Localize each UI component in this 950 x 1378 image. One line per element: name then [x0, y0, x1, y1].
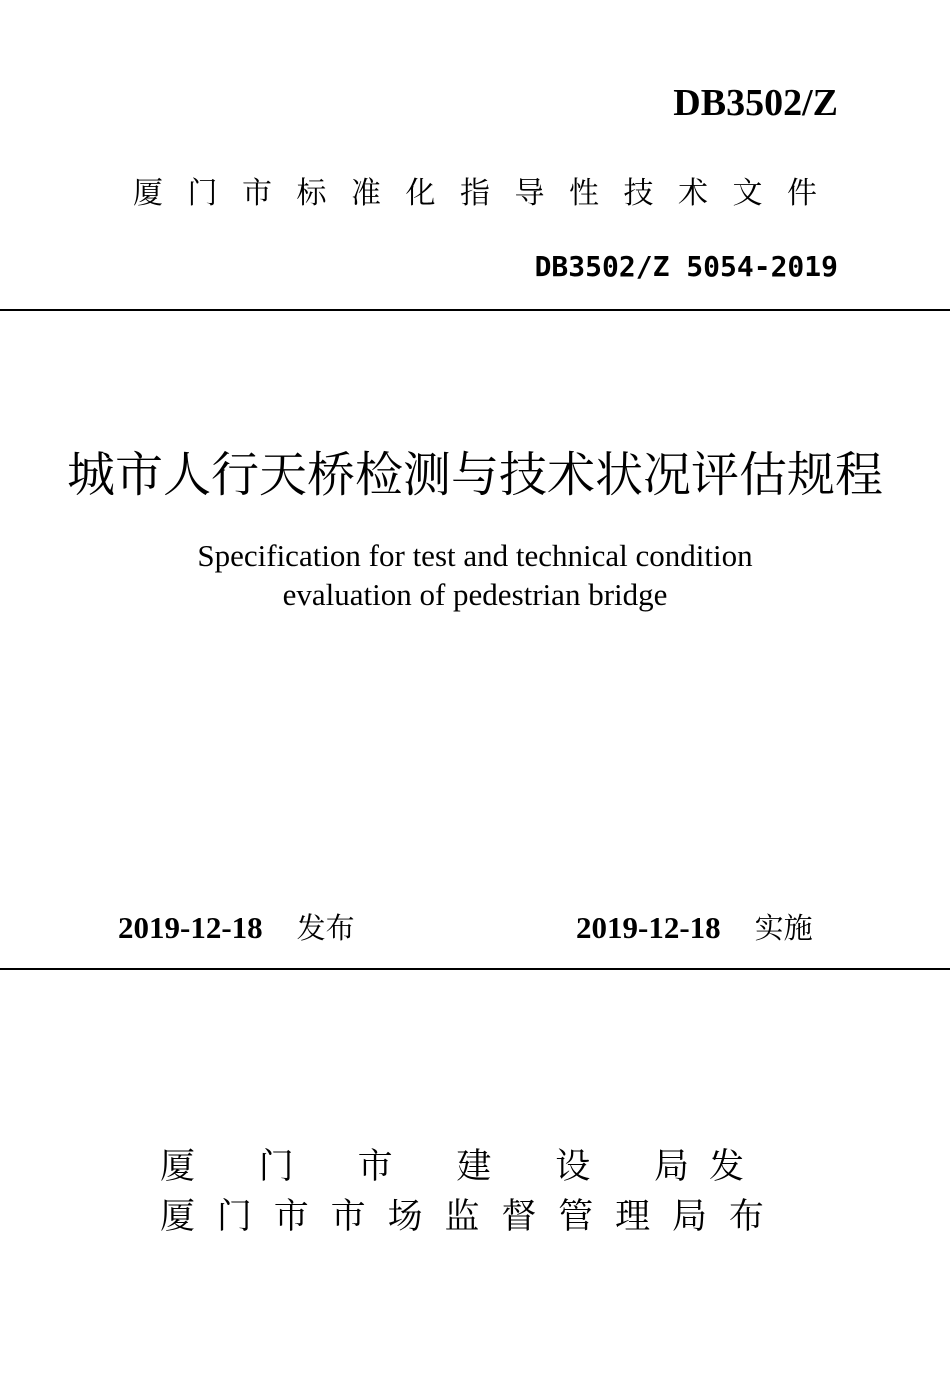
document-type-char: 化	[405, 176, 436, 211]
document-type-char: 门	[187, 176, 218, 211]
issuer-line-2	[160, 1194, 764, 1240]
document-type-char: 文	[732, 176, 763, 211]
issuer-char: 布	[728, 1197, 764, 1237]
document-type-char: 指	[460, 176, 490, 211]
document-type-char: 性	[569, 176, 599, 211]
issuer-line-1	[160, 1144, 764, 1190]
implementation-date-block	[576, 906, 813, 950]
standard-code: DB3502/Z	[673, 82, 838, 124]
issuer-char: 局	[672, 1197, 708, 1237]
issuer-char: 门	[258, 1147, 294, 1187]
title-english-line: evaluation of pedestrian bridge	[282, 577, 668, 612]
issuer-char: 管	[558, 1197, 594, 1237]
document-number: DB3502/Z 5054-2019	[534, 250, 838, 283]
document-type-char: 技	[623, 176, 654, 211]
issuer-char: 监	[444, 1197, 480, 1237]
issuer-char: 督	[501, 1197, 537, 1237]
document-type	[133, 174, 817, 214]
document-type-char: 标	[296, 176, 327, 211]
issuer-char: 市	[357, 1147, 393, 1187]
implementation-label: 实施	[754, 911, 813, 945]
document-type-char: 导	[514, 176, 545, 211]
title-english	[0, 536, 950, 614]
title-chinese: 城市人行天桥检测与技术状况评估规程	[66, 447, 883, 503]
issuer-char: 市	[273, 1197, 309, 1237]
document-type-char: 件	[787, 176, 817, 211]
document-type-char: 市	[242, 176, 272, 211]
issue-date-block	[118, 906, 355, 950]
issuer-char: 门	[216, 1197, 252, 1237]
bottom-divider	[0, 968, 950, 970]
document-type-char: 术	[678, 176, 708, 211]
issuer-char: 建	[456, 1147, 492, 1187]
document-type-char: 厦	[133, 176, 163, 211]
title-english-line: Specification for test and technical condition	[197, 538, 753, 573]
issuer-char: 场	[387, 1197, 423, 1237]
issuer-char: 厦	[160, 1197, 196, 1237]
issue-label: 发布	[296, 911, 355, 945]
issue-date: 2019-12-18	[118, 910, 263, 945]
issuer-char: 市	[330, 1197, 366, 1237]
implementation-date: 2019-12-18	[576, 910, 721, 945]
top-divider	[0, 309, 950, 311]
issuer-char: 设	[555, 1147, 591, 1187]
document-type-char: 准	[351, 176, 381, 211]
issuer-char: 局发	[653, 1147, 764, 1187]
issuer-char: 厦	[160, 1147, 196, 1187]
issuer-char: 理	[615, 1197, 651, 1237]
